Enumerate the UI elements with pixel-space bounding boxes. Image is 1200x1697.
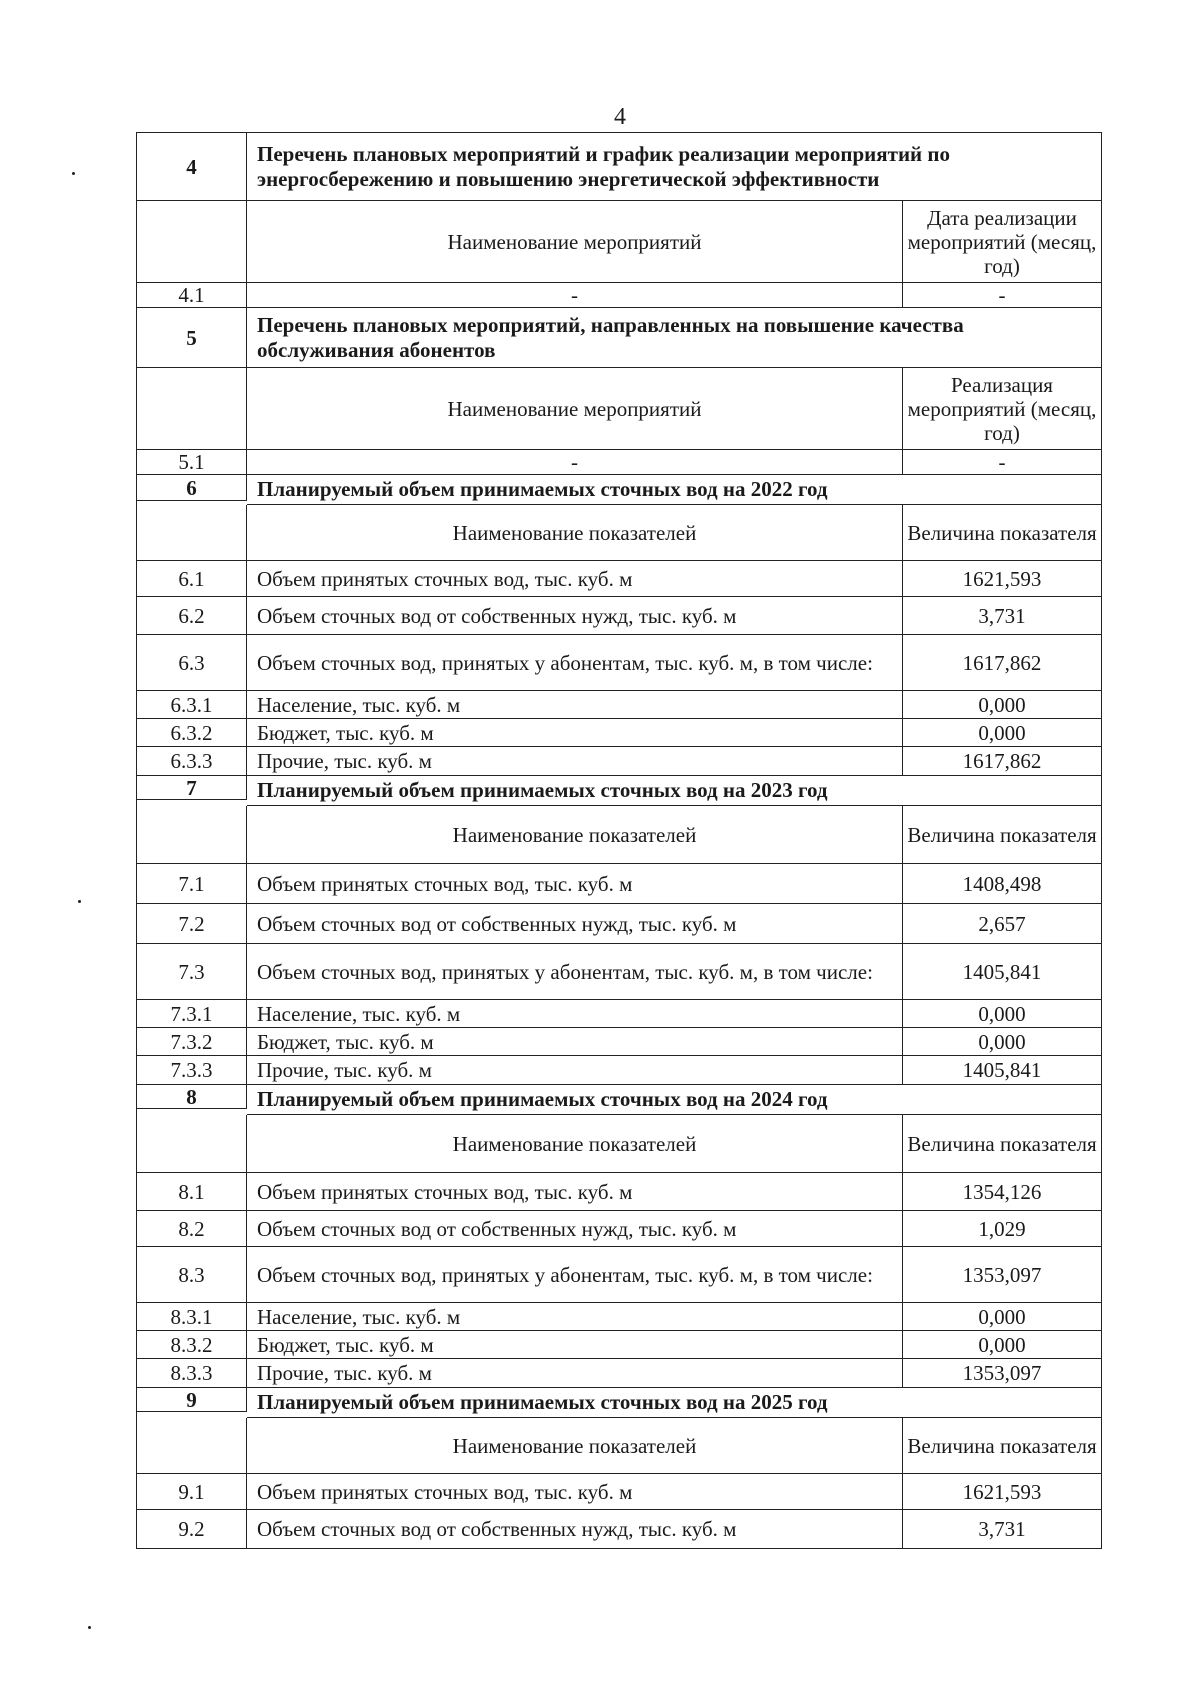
- header-value: Величина показателя: [903, 1418, 1101, 1474]
- row-value: 1621,593: [903, 1474, 1101, 1510]
- section-number: 8: [137, 1085, 247, 1109]
- header-empty-cell: [137, 806, 247, 864]
- header-value: Реализация мероприятий (месяц, год): [903, 368, 1101, 450]
- row-number: 7.3.1: [137, 1000, 247, 1028]
- section-number: 5: [137, 308, 247, 368]
- row-value: 0,000: [903, 1000, 1101, 1028]
- row-number: 4.1: [137, 283, 247, 307]
- header-value: Величина показателя: [903, 505, 1101, 561]
- row-value: 0,000: [903, 719, 1101, 747]
- row-number: 6.3.1: [137, 691, 247, 719]
- row-name: Население, тыс. куб. м: [247, 691, 903, 719]
- section-number: 9: [137, 1388, 247, 1412]
- row-number: 8.3.1: [137, 1303, 247, 1331]
- section-title: Перечень плановых мероприятий, направленных на повышение качества обслуживания абонентов: [247, 308, 1101, 368]
- row-number: 6.3.2: [137, 719, 247, 747]
- header-value: Величина показателя: [903, 1115, 1101, 1173]
- section-6: [136, 474, 1102, 775]
- row-value: -: [998, 283, 1006, 307]
- header-name: Наименование показателей: [247, 806, 903, 864]
- row-number: 7.3: [137, 944, 247, 1000]
- row-value: 2,657: [903, 904, 1101, 944]
- row-value: 0,000: [903, 1028, 1101, 1056]
- row-number: 8.3: [137, 1247, 247, 1303]
- row-number: 8.3.3: [137, 1359, 247, 1387]
- row-name: Объем сточных вод от собственных нужд, тыс. куб. м: [247, 904, 903, 944]
- header-value: Дата реализации мероприятий (месяц, год): [903, 201, 1101, 283]
- section-title: Планируемый объем принимаемых сточных вод на 2023 год: [247, 776, 1101, 806]
- row-value: -: [998, 450, 1006, 474]
- row-name: Объем сточных вод, принятых у абонентам, тыс. куб. м, в том числе:: [247, 1247, 903, 1303]
- plan-table: [136, 132, 1102, 1549]
- row-number: 7.1: [137, 864, 247, 904]
- section-8: [136, 1084, 1102, 1387]
- row-name: Население, тыс. куб. м: [247, 1303, 903, 1331]
- row-value: 1621,593: [903, 561, 1101, 597]
- header-name: Наименование мероприятий: [247, 368, 903, 450]
- section-4: [136, 132, 1102, 307]
- row-number: 7.2: [137, 904, 247, 944]
- row-number: 6.2: [137, 597, 247, 635]
- row-value: 0,000: [903, 1303, 1101, 1331]
- header-empty-cell: [137, 201, 247, 283]
- row-value: 1405,841: [962, 1058, 1042, 1082]
- row-number: 6.3.3: [137, 747, 247, 775]
- row-name: -: [247, 450, 903, 474]
- row-name: Прочие, тыс. куб. м: [247, 1359, 903, 1387]
- section-5: [136, 307, 1102, 474]
- row-name: Объем сточных вод от собственных нужд, тыс. куб. м: [247, 1211, 903, 1247]
- header-name: Наименование показателей: [247, 505, 903, 561]
- row-value: 1353,097: [903, 1247, 1101, 1303]
- row-number: 8.2: [137, 1211, 247, 1247]
- row-value: 0,000: [903, 1331, 1101, 1359]
- section-title: Планируемый объем принимаемых сточных вод на 2022 год: [247, 475, 1101, 505]
- row-name: -: [247, 283, 903, 307]
- row-value: 1405,841: [903, 944, 1101, 1000]
- row-value: 1617,862: [903, 635, 1101, 691]
- row-value: 3,731: [978, 1517, 1026, 1541]
- row-number: 5.1: [137, 450, 247, 474]
- row-name: Объем сточных вод от собственных нужд, тыс. куб. м: [247, 597, 903, 635]
- section-number: 4: [137, 133, 247, 201]
- header-empty-cell: [137, 1418, 247, 1474]
- header-name: Наименование показателей: [247, 1115, 903, 1173]
- row-name: Бюджет, тыс. куб. м: [247, 1028, 903, 1056]
- row-value: 1354,126: [903, 1173, 1101, 1211]
- row-name: Объем принятых сточных вод, тыс. куб. м: [247, 864, 903, 904]
- row-number: 6.1: [137, 561, 247, 597]
- row-value: 1617,862: [962, 749, 1042, 773]
- row-name: Прочие, тыс. куб. м: [247, 747, 903, 775]
- scan-speck: [78, 900, 81, 903]
- header-name: Наименование показателей: [247, 1418, 903, 1474]
- row-number: 9.2: [137, 1510, 247, 1548]
- section-title: Планируемый объем принимаемых сточных вод на 2025 год: [247, 1388, 1101, 1418]
- section-title: Планируемый объем принимаемых сточных вод на 2024 год: [247, 1085, 1101, 1115]
- row-name: Объем принятых сточных вод, тыс. куб. м: [247, 561, 903, 597]
- section-number: 6: [137, 475, 247, 501]
- section-9: [136, 1387, 1102, 1549]
- row-number: 7.3.2: [137, 1028, 247, 1056]
- row-value: 1353,097: [962, 1361, 1042, 1385]
- row-number: 6.3: [137, 635, 247, 691]
- header-empty-cell: [137, 1115, 247, 1173]
- scan-speck: [88, 1626, 91, 1629]
- row-name: Бюджет, тыс. куб. м: [247, 1331, 903, 1359]
- section-number: 7: [137, 776, 247, 800]
- row-name: Объем сточных вод от собственных нужд, тыс. куб. м: [247, 1510, 903, 1548]
- row-name: Объем сточных вод, принятых у абонентам, тыс. куб. м, в том числе:: [247, 944, 903, 1000]
- section-7: [136, 775, 1102, 1084]
- row-name: Объем сточных вод, принятых у абонентам, тыс. куб. м, в том числе:: [247, 635, 903, 691]
- header-empty-cell: [137, 505, 247, 561]
- row-number: 9.1: [137, 1474, 247, 1510]
- row-name: Объем принятых сточных вод, тыс. куб. м: [247, 1474, 903, 1510]
- row-number: 8.1: [137, 1173, 247, 1211]
- row-number: 8.3.2: [137, 1331, 247, 1359]
- row-name: Объем принятых сточных вод, тыс. куб. м: [247, 1173, 903, 1211]
- row-value: 0,000: [903, 691, 1101, 719]
- scan-speck: [72, 172, 75, 175]
- row-value: 1,029: [903, 1211, 1101, 1247]
- page-number: 4: [614, 104, 626, 130]
- row-value: 3,731: [903, 597, 1101, 635]
- row-value: 1408,498: [903, 864, 1101, 904]
- row-name: Население, тыс. куб. м: [247, 1000, 903, 1028]
- header-name: Наименование мероприятий: [247, 201, 903, 283]
- row-name: Прочие, тыс. куб. м: [247, 1056, 903, 1084]
- row-name: Бюджет, тыс. куб. м: [247, 719, 903, 747]
- header-empty-cell: [137, 368, 247, 450]
- header-value: Величина показателя: [903, 806, 1101, 864]
- row-number: 7.3.3: [137, 1056, 247, 1084]
- section-title: Перечень плановых мероприятий и график реализации мероприятий по энергосбережению и повышению энергетической эффективности: [247, 133, 1101, 201]
